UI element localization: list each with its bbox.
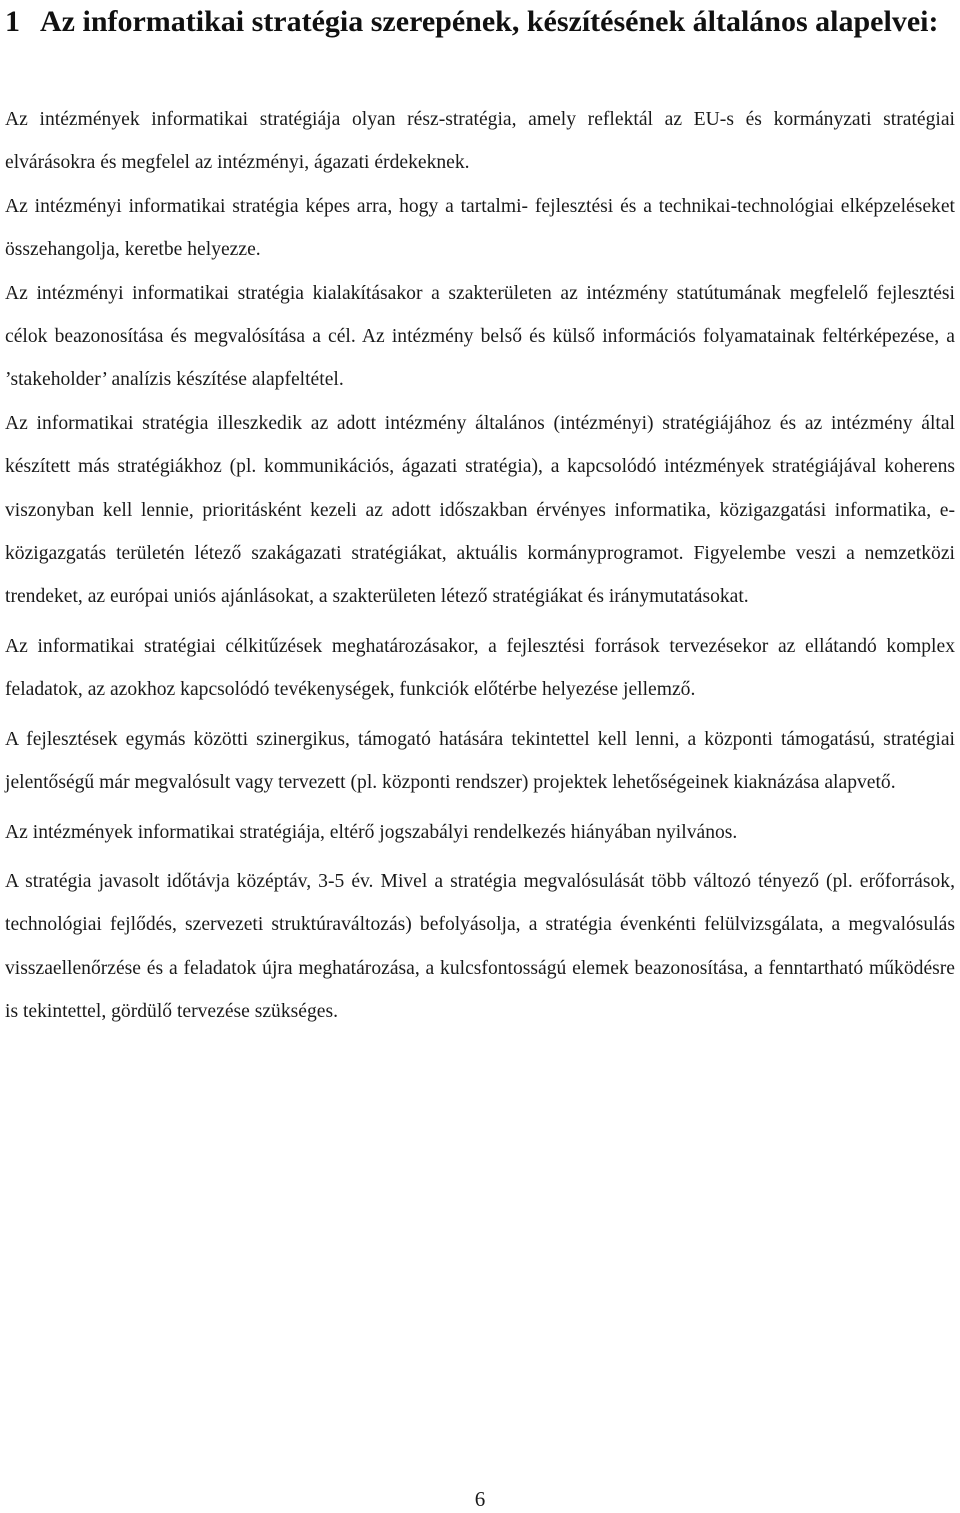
paragraph-6: A fejlesztések egymás közötti szinergikus, támogató hatására tekintettel kell lenni, a központi támogatású, stratégiai jelentőségű már megvalósult vagy tervezett (pl. központi rendszer) projektek lehetőségeinek kiaknázása alapvető. [5,728,955,794]
paragraph-3: Az intézményi informatikai stratégia kialakításakor a szakterületen az intézmény statútumának megfelelő fejlesztési célok beazonosítása és megvalósítása a cél. Az intézmény belső és külső információs folyamatainak feltérképezése, a ’stakeholder’ analízis készítése alapfeltétel. [5,282,955,391]
section-number: 1 [5,5,20,38]
page-number: 6 [474,1487,486,1511]
section-heading [5,2,955,42]
paragraph-8: A stratégia javasolt időtávja középtáv, 3-5 év. Mivel a stratégia megvalósulását több változó tényező (pl. erőforrások, technológiai fejlődés, szervezeti struktúraváltozás) befolyásolja, a stratégia évenkénti felülvizsgálata, a megvalósulás visszaellenőrzése és a feladatok újra meghatározása, a kulcsfontosságú elemek beazonosítása, a fenntartható működésre is tekintettel, gördülő tervezése szükséges. [5,870,955,1023]
paragraph-7: Az intézmények informatikai stratégiája, eltérő jogszabályi rendelkezés hiányában nyilvános. [5,821,738,843]
section-title: Az informatikai stratégia szerepének, készítésének általános alapelvei: [40,5,939,38]
paragraph-2: Az intézményi informatikai stratégia képes arra, hogy a tartalmi- fejlesztési és a technikai-technológiai elképzeléseket összehangolja, keretbe helyezze. [5,195,955,261]
paragraph-4: Az informatikai stratégia illeszkedik az adott intézmény általános (intézményi) stratégiájához és az intézmény által készített más stratégiákhoz (pl. kommunikációs, ágazati stratégia), a kapcsolódó intézmények stratégiájával koherens viszonyban kell lennie, prioritásként kezeli az adott időszakban érvényes informatika, közigazgatási informatika, e-közigazgatás területén létező szakágazati stratégiákat, aktuális kormányprogramot. Figyelembe veszi a nemzetközi trendeket, az európai uniós ajánlásokat, a szakterületen létező stratégiákat és iránymutatásokat. [5,412,955,608]
paragraph-1: Az intézmények informatikai stratégiája olyan rész-stratégia, amely reflektál az EU-s és kormányzati stratégiai elvárásokra és megfelel az intézményi, ágazati érdekeknek. [5,109,955,174]
paragraph-5: Az informatikai stratégiai célkitűzések meghatározásakor, a fejlesztési források tervezésekor az ellátandó komplex feladatok, az azokhoz kapcsolódó tevékenységek, funkciók előtérbe helyezése jellemző. [5,635,955,701]
document-page [5,0,955,1034]
